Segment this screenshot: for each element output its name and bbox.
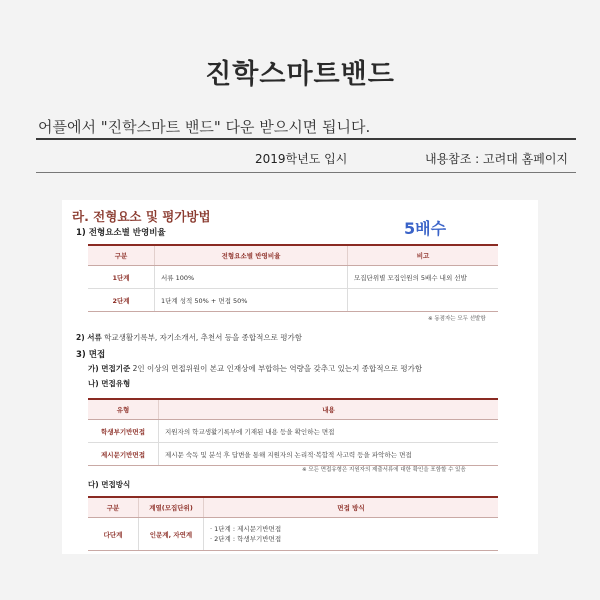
multiplier-badge: 5배수 [404, 219, 447, 238]
table-cell: 다단계 [88, 518, 139, 551]
section-2-label: 2) 서류 [76, 333, 102, 342]
section-2 [76, 332, 302, 343]
interview-method-table [88, 496, 498, 551]
method-line: · 2단계 : 학생부기반면접 [210, 535, 282, 543]
table-header: 면접 방식 [204, 497, 499, 518]
section-2-text: 학교생활기록부, 자기소개서, 추천서 등을 종합적으로 평가함 [104, 333, 302, 342]
table-header: 구분 [88, 245, 155, 266]
table-cell: 모집단위별 모집인원의 5배수 내외 선발 [348, 266, 499, 289]
section-title: 라. 전형요소 및 평가방법 [72, 209, 211, 224]
table-header: 내용 [159, 399, 499, 420]
type-heading: 나) 면접유형 [88, 379, 131, 388]
criteria-text: 2인 이상의 면접위원이 본교 인재상에 부합하는 역량을 갖추고 있는지 종합적으로 평가함 [132, 364, 423, 373]
method-line: · 1단계 : 제시문기반면접 [210, 525, 282, 533]
page-title: 진학스마트밴드 [205, 59, 395, 90]
criteria-line [88, 363, 422, 374]
table-row [88, 289, 498, 312]
divider [36, 138, 576, 140]
ratio-table [88, 244, 498, 312]
table-cell: 지원자의 학교생활기록부에 기재된 내용 등을 확인하는 면접 [159, 420, 499, 443]
table-cell: 인문계, 자연계 [139, 518, 204, 551]
table-cell [204, 518, 499, 551]
table-row [88, 420, 498, 443]
table-cell: 학생부기반면접 [88, 420, 159, 443]
table-cell: 제시문 숙독 및 분석 후 답변을 통해 지원자의 논리적·복합적 사고력 등을 파악하는 면접 [159, 443, 499, 466]
source-label: 내용참조 : 고려대 홈페이지 [425, 152, 568, 166]
table-header: 전형요소별 반영비율 [155, 245, 348, 266]
subtitle: 어플에서 "진학스마트 밴드" 다운 받으시면 됩니다. [38, 118, 371, 136]
interview-type-table [88, 398, 498, 466]
document-image [62, 200, 538, 554]
table-cell: 1단계 [88, 266, 155, 289]
table-header: 계열(모집단위) [139, 497, 204, 518]
section-1-heading: 1) 전형요소별 반영비율 [76, 228, 166, 238]
divider [36, 172, 576, 173]
table-cell: 2단계 [88, 289, 155, 312]
table-cell: 서류 100% [155, 266, 348, 289]
table-row [88, 266, 498, 289]
table-header: 비고 [348, 245, 499, 266]
footnote: ※ 모든 면접유형은 지원자의 제출서류에 대한 확인을 포함할 수 있음 [302, 467, 466, 473]
criteria-label: 가) 면접기준 [88, 364, 131, 373]
section-3-heading: 3) 면접 [76, 350, 106, 360]
table-header: 유형 [88, 399, 159, 420]
method-heading: 다) 면접방식 [88, 480, 131, 489]
table-cell: 1단계 성적 50% + 면접 50% [155, 289, 348, 312]
footnote: ※ 동점자는 모두 선발함 [428, 316, 486, 322]
table-row [88, 518, 498, 551]
table-cell [348, 289, 499, 312]
table-cell: 제시문기반면접 [88, 443, 159, 466]
table-header: 구분 [88, 497, 139, 518]
table-row [88, 443, 498, 466]
year-label: 2019학년도 입시 [255, 152, 348, 166]
